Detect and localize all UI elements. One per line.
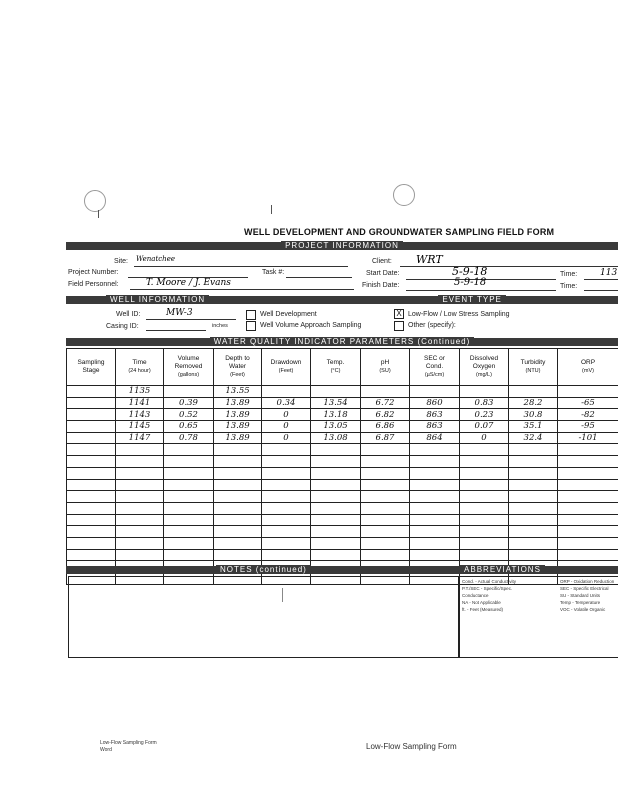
finish-date-value: 5-9-18 — [454, 277, 487, 288]
table-cell[interactable] — [311, 467, 361, 479]
table-cell[interactable] — [214, 456, 262, 468]
table-row — [67, 432, 618, 444]
column-header — [361, 349, 410, 386]
punch-hole-left — [84, 190, 106, 212]
footer-center: Low-Flow Sampling Form — [366, 742, 457, 751]
table-cell[interactable] — [67, 409, 116, 421]
column-header-line: Temp. — [326, 359, 345, 366]
other-label: Other (specify): — [408, 322, 456, 329]
table-cell[interactable]: 0.07 — [460, 421, 509, 433]
scan-mark-left — [98, 210, 99, 218]
table-cell[interactable]: 0.83 — [460, 397, 509, 409]
column-header — [311, 349, 361, 386]
table-cell[interactable] — [410, 386, 460, 398]
table-cell[interactable] — [214, 467, 262, 479]
abbreviation-item: P.T./SEC - Specific/Spec. Conductance — [462, 586, 513, 598]
column-header — [558, 349, 618, 386]
table-cell[interactable] — [311, 386, 361, 398]
table-cell[interactable] — [214, 549, 262, 561]
table-cell[interactable]: 0.65 — [164, 421, 214, 433]
table-cell[interactable] — [67, 386, 116, 398]
table-cell[interactable] — [262, 502, 311, 514]
table-cell[interactable]: 13.89 — [214, 421, 262, 433]
table-cell[interactable] — [67, 444, 116, 456]
table-cell[interactable]: 13.08 — [311, 432, 361, 444]
table-cell[interactable]: 0 — [262, 432, 311, 444]
table-cell[interactable]: 35.1 — [509, 421, 558, 433]
table-cell[interactable] — [262, 386, 311, 398]
table-cell[interactable]: 13.89 — [214, 397, 262, 409]
table-cell[interactable] — [67, 491, 116, 503]
well-id-value: MW-3 — [166, 308, 193, 318]
table-cell[interactable]: 0 — [262, 409, 311, 421]
well-volume-label: Well Volume Approach Sampling — [260, 322, 362, 329]
field-personnel-value: T. Moore / J. Evans — [146, 278, 231, 288]
table-cell[interactable] — [361, 479, 410, 491]
client-underline — [400, 266, 618, 267]
table-cell[interactable] — [262, 479, 311, 491]
table-cell[interactable] — [410, 479, 460, 491]
column-header-line: (SU) — [379, 368, 391, 374]
column-header — [214, 349, 262, 386]
table-cell[interactable] — [558, 537, 618, 549]
column-header-line: (24 hour) — [128, 368, 151, 374]
table-cell[interactable] — [67, 549, 116, 561]
table-cell[interactable]: 13.18 — [311, 409, 361, 421]
table-cell[interactable] — [410, 526, 460, 538]
column-header — [509, 349, 558, 386]
footer-left-1: Low-Flow Sampling Form — [100, 740, 157, 746]
field-personnel-label: Field Personnel: — [68, 281, 119, 288]
time-value-1: 113 — [600, 268, 618, 278]
table-cell[interactable] — [214, 526, 262, 538]
low-flow-label: Low-Flow / Low Stress Sampling — [408, 311, 510, 318]
casing-id-label: Casing ID: — [106, 323, 139, 330]
table-cell[interactable]: 32.4 — [509, 432, 558, 444]
inches-label: inches — [212, 323, 228, 329]
column-header-line: (Feet) — [278, 368, 294, 374]
table-row — [67, 526, 618, 538]
table-cell[interactable] — [67, 502, 116, 514]
column-header-line: (mg/L) — [476, 372, 492, 378]
column-header-line: Removed — [174, 363, 203, 370]
table-cell[interactable] — [262, 514, 311, 526]
table-row — [67, 549, 618, 561]
table-cell[interactable] — [311, 526, 361, 538]
table-cell[interactable] — [509, 479, 558, 491]
table-cell[interactable] — [509, 491, 558, 503]
table-cell[interactable] — [509, 456, 558, 468]
table-cell[interactable] — [558, 444, 618, 456]
table-body — [67, 386, 618, 585]
table-cell[interactable] — [509, 537, 558, 549]
table-cell[interactable]: -95 — [558, 421, 618, 433]
table-cell[interactable] — [311, 444, 361, 456]
table-row — [67, 444, 618, 456]
table-cell[interactable]: 0.39 — [164, 397, 214, 409]
well-info-header: WELL INFORMATION — [106, 295, 209, 304]
table-cell[interactable] — [460, 479, 509, 491]
table-cell[interactable] — [214, 491, 262, 503]
column-header — [67, 349, 116, 386]
table-cell[interactable] — [558, 491, 618, 503]
column-header-line: (Feet) — [230, 372, 245, 378]
abbreviation-item: SU - Standard Units — [560, 593, 601, 598]
table-cell[interactable] — [558, 514, 618, 526]
table-cell[interactable] — [214, 479, 262, 491]
column-header-line: (mV) — [582, 368, 594, 374]
well-development-checkbox[interactable] — [246, 310, 256, 320]
table-cell[interactable]: 860 — [410, 397, 460, 409]
table-cell[interactable] — [262, 526, 311, 538]
table-cell[interactable] — [164, 386, 214, 398]
table-cell[interactable] — [509, 549, 558, 561]
table-cell[interactable] — [460, 526, 509, 538]
table-cell[interactable] — [361, 467, 410, 479]
table-cell[interactable] — [410, 549, 460, 561]
table-cell[interactable] — [67, 421, 116, 433]
table-cell[interactable] — [361, 491, 410, 503]
table-cell[interactable] — [361, 386, 410, 398]
column-header-line: SEC or — [424, 355, 445, 362]
table-cell[interactable] — [558, 479, 618, 491]
table-cell[interactable] — [410, 456, 460, 468]
table-cell[interactable] — [67, 432, 116, 444]
field-personnel-underline — [130, 289, 354, 290]
scan-mark-top — [271, 205, 272, 214]
table-cell[interactable] — [410, 537, 460, 549]
table-cell[interactable] — [116, 549, 164, 561]
site-label: Site: — [114, 258, 129, 265]
table-cell[interactable] — [509, 502, 558, 514]
finish-date-underline — [406, 290, 556, 291]
table-cell[interactable] — [116, 491, 164, 503]
table-cell[interactable]: 6.87 — [361, 432, 410, 444]
table-cell[interactable] — [558, 549, 618, 561]
table-cell[interactable] — [116, 537, 164, 549]
well-info-band — [66, 296, 618, 304]
table-cell[interactable] — [116, 467, 164, 479]
table-cell[interactable] — [460, 537, 509, 549]
column-header-line: Cond. — [425, 363, 444, 370]
abbreviation-item: NA - Not Applicable — [462, 600, 501, 605]
table-cell[interactable] — [361, 502, 410, 514]
table-cell[interactable] — [311, 514, 361, 526]
table-header-row — [67, 349, 618, 386]
column-header — [116, 349, 164, 386]
table-cell[interactable] — [67, 537, 116, 549]
table-cell[interactable]: 6.72 — [361, 397, 410, 409]
table-cell[interactable] — [262, 467, 311, 479]
table-cell[interactable] — [67, 397, 116, 409]
project-info-header: PROJECT INFORMATION — [281, 241, 403, 250]
table-cell[interactable] — [361, 444, 410, 456]
table-cell[interactable] — [460, 491, 509, 503]
column-header-line: (°C) — [330, 368, 341, 374]
table-cell[interactable]: 0.78 — [164, 432, 214, 444]
table-cell[interactable] — [460, 467, 509, 479]
table-cell[interactable] — [311, 491, 361, 503]
abbreviations-left — [462, 578, 538, 613]
table-cell[interactable] — [262, 456, 311, 468]
table-cell[interactable] — [262, 537, 311, 549]
table-cell[interactable]: 863 — [410, 409, 460, 421]
table-cell[interactable] — [164, 514, 214, 526]
time-underline-2 — [584, 290, 618, 291]
column-header-line: Time — [132, 359, 147, 366]
table-cell[interactable] — [311, 479, 361, 491]
table-cell[interactable] — [67, 479, 116, 491]
table-cell[interactable]: 1145 — [116, 421, 164, 433]
table-cell[interactable] — [558, 456, 618, 468]
well-id-underline — [146, 319, 236, 320]
site-underline — [134, 266, 348, 267]
site-value: Wenatchee — [136, 255, 175, 263]
column-header-line: pH — [380, 359, 390, 366]
abbreviation-item: ft. - Feet (Measured) — [462, 607, 504, 612]
table-cell[interactable]: 6.82 — [361, 409, 410, 421]
table-cell[interactable]: 6.86 — [361, 421, 410, 433]
table-cell[interactable] — [410, 502, 460, 514]
casing-id-underline — [146, 330, 206, 331]
table-cell[interactable] — [460, 444, 509, 456]
notes-box[interactable] — [68, 576, 460, 658]
footer-left-2: Word — [100, 747, 112, 753]
table-cell[interactable]: -101 — [558, 432, 618, 444]
table-cell[interactable]: -82 — [558, 409, 618, 421]
table-row — [67, 386, 618, 398]
table-cell[interactable]: 0.52 — [164, 409, 214, 421]
abbreviation-item: ORP - Oxidation Reduction — [560, 579, 615, 584]
table-cell[interactable] — [116, 502, 164, 514]
task-label: Task #: — [262, 269, 285, 276]
table-row — [67, 456, 618, 468]
table-cell[interactable] — [460, 502, 509, 514]
table-cell[interactable] — [311, 537, 361, 549]
table-row — [67, 421, 618, 433]
column-header-line: (µS/cm) — [424, 372, 445, 378]
water-quality-table — [66, 348, 618, 585]
abbreviation-item: Cond. - Actual Conductivity — [462, 579, 517, 584]
table-cell[interactable] — [509, 386, 558, 398]
table-cell[interactable] — [164, 502, 214, 514]
table-cell[interactable] — [361, 537, 410, 549]
table-cell[interactable]: 28.2 — [509, 397, 558, 409]
abbreviation-item: SEC - Specific Electrical — [560, 586, 609, 591]
table-cell[interactable] — [164, 526, 214, 538]
well-development-label: Well Development — [260, 311, 317, 318]
table-cell[interactable]: 13.05 — [311, 421, 361, 433]
table-cell[interactable]: 0 — [460, 432, 509, 444]
table-cell[interactable] — [361, 514, 410, 526]
task-underline — [286, 277, 352, 278]
table-cell[interactable] — [361, 456, 410, 468]
well-volume-checkbox[interactable] — [246, 321, 256, 331]
column-header — [164, 349, 214, 386]
table-cell[interactable]: 1143 — [116, 409, 164, 421]
time-underline-1 — [584, 279, 618, 280]
low-flow-checkbox[interactable]: X — [394, 309, 404, 319]
finish-date-label: Finish Date: — [362, 282, 400, 289]
project-info-band — [66, 242, 618, 250]
table-cell[interactable] — [116, 444, 164, 456]
start-date-value: 5-9-18 — [452, 265, 488, 278]
table-cell[interactable] — [67, 456, 116, 468]
table-cell[interactable]: 1141 — [116, 397, 164, 409]
table-cell[interactable] — [410, 444, 460, 456]
column-header-line: Oxygen — [472, 363, 496, 370]
column-header-line: Stage — [82, 367, 100, 374]
column-header-line: (NTU) — [525, 368, 541, 374]
column-header — [460, 349, 509, 386]
table-cell[interactable] — [214, 444, 262, 456]
table-row — [67, 409, 618, 421]
table-cell[interactable] — [164, 537, 214, 549]
table-cell[interactable] — [509, 526, 558, 538]
start-date-label: Start Date: — [366, 270, 400, 277]
form-title: WELL DEVELOPMENT AND GROUNDWATER SAMPLING FIELD FORM — [244, 227, 555, 237]
water-quality-band — [66, 338, 618, 346]
well-id-label: Well ID: — [116, 311, 141, 318]
table-cell[interactable] — [460, 386, 509, 398]
column-header-line: Water — [228, 363, 247, 370]
table-row — [67, 491, 618, 503]
column-header-line: Drawdown — [270, 359, 302, 366]
punch-hole-right — [393, 184, 415, 206]
table-header — [67, 349, 618, 386]
table-cell[interactable] — [558, 467, 618, 479]
table-cell[interactable] — [460, 549, 509, 561]
notes-header: NOTES (continued) — [216, 565, 311, 574]
table-cell[interactable] — [164, 491, 214, 503]
client-label: Client: — [372, 258, 392, 265]
table-row — [67, 397, 618, 409]
table-cell[interactable]: 0.23 — [460, 409, 509, 421]
table-cell[interactable] — [509, 467, 558, 479]
other-checkbox[interactable] — [394, 321, 404, 331]
table-cell[interactable]: -65 — [558, 397, 618, 409]
table-row — [67, 502, 618, 514]
table-cell[interactable]: 13.54 — [311, 397, 361, 409]
table-cell[interactable] — [164, 444, 214, 456]
table-cell[interactable] — [116, 526, 164, 538]
table-cell[interactable] — [116, 514, 164, 526]
column-header — [262, 349, 311, 386]
table-cell[interactable]: 13.89 — [214, 409, 262, 421]
table-row — [67, 514, 618, 526]
table-cell[interactable] — [164, 456, 214, 468]
table-cell[interactable] — [214, 537, 262, 549]
table-cell[interactable]: 0 — [262, 421, 311, 433]
table-cell[interactable] — [410, 514, 460, 526]
table-cell[interactable] — [164, 479, 214, 491]
table-cell[interactable] — [558, 502, 618, 514]
event-type-header: EVENT TYPE — [438, 295, 506, 304]
table-cell[interactable] — [558, 526, 618, 538]
table-cell[interactable] — [262, 491, 311, 503]
table-row — [67, 537, 618, 549]
notes-band — [66, 566, 618, 574]
fold-mark — [282, 588, 283, 602]
table-cell[interactable] — [214, 502, 262, 514]
table-cell[interactable] — [67, 514, 116, 526]
table-cell[interactable] — [262, 444, 311, 456]
table-row — [67, 467, 618, 479]
table-row — [67, 479, 618, 491]
table-cell[interactable] — [558, 386, 618, 398]
client-value: WRT — [416, 253, 443, 266]
time-label-2: Time: — [560, 283, 578, 290]
column-header-line: Depth to — [225, 355, 250, 362]
table-cell[interactable]: 864 — [410, 432, 460, 444]
column-header — [410, 349, 460, 386]
table-cell[interactable] — [361, 526, 410, 538]
table-cell[interactable] — [410, 491, 460, 503]
table-cell[interactable] — [116, 479, 164, 491]
table-cell[interactable]: 1135 — [116, 386, 164, 398]
table-cell[interactable] — [116, 456, 164, 468]
column-header-line: Volume — [177, 355, 200, 362]
table-cell[interactable] — [67, 467, 116, 479]
table-cell[interactable] — [410, 467, 460, 479]
abbreviation-item: Temp - Temperature — [560, 600, 601, 605]
table-cell[interactable] — [460, 514, 509, 526]
water-quality-header: WATER QUALITY INDICATOR PARAMETERS (Continued) — [210, 337, 475, 346]
table-cell[interactable] — [214, 514, 262, 526]
time-label-1: Time: — [560, 271, 578, 278]
column-header-line: Turbidity — [520, 359, 546, 366]
column-header-line: ORP — [580, 359, 596, 366]
table-cell[interactable]: 863 — [410, 421, 460, 433]
table-cell[interactable] — [509, 514, 558, 526]
table-cell[interactable] — [262, 549, 311, 561]
abbreviation-item: VOC - Volatile Organic — [560, 607, 606, 612]
column-header-line: (gallons) — [177, 372, 200, 378]
table-cell[interactable] — [67, 526, 116, 538]
table-cell[interactable] — [311, 502, 361, 514]
table-cell[interactable]: 13.89 — [214, 432, 262, 444]
table-cell[interactable] — [460, 456, 509, 468]
table-cell[interactable] — [361, 549, 410, 561]
table-cell[interactable] — [164, 549, 214, 561]
table-cell[interactable] — [311, 456, 361, 468]
table-cell[interactable]: 13.55 — [214, 386, 262, 398]
column-header-line: Dissolved — [469, 355, 499, 362]
table-cell[interactable] — [311, 549, 361, 561]
column-header-line: Sampling — [77, 359, 105, 366]
table-cell[interactable]: 1147 — [116, 432, 164, 444]
table-cell[interactable]: 30.8 — [509, 409, 558, 421]
abbreviations-right — [560, 578, 618, 613]
table-cell[interactable] — [509, 444, 558, 456]
table-cell[interactable]: 0.34 — [262, 397, 311, 409]
project-number-label: Project Number: — [68, 269, 119, 276]
table-cell[interactable] — [164, 467, 214, 479]
abbreviations-header: ABBREVIATIONS — [460, 565, 545, 574]
